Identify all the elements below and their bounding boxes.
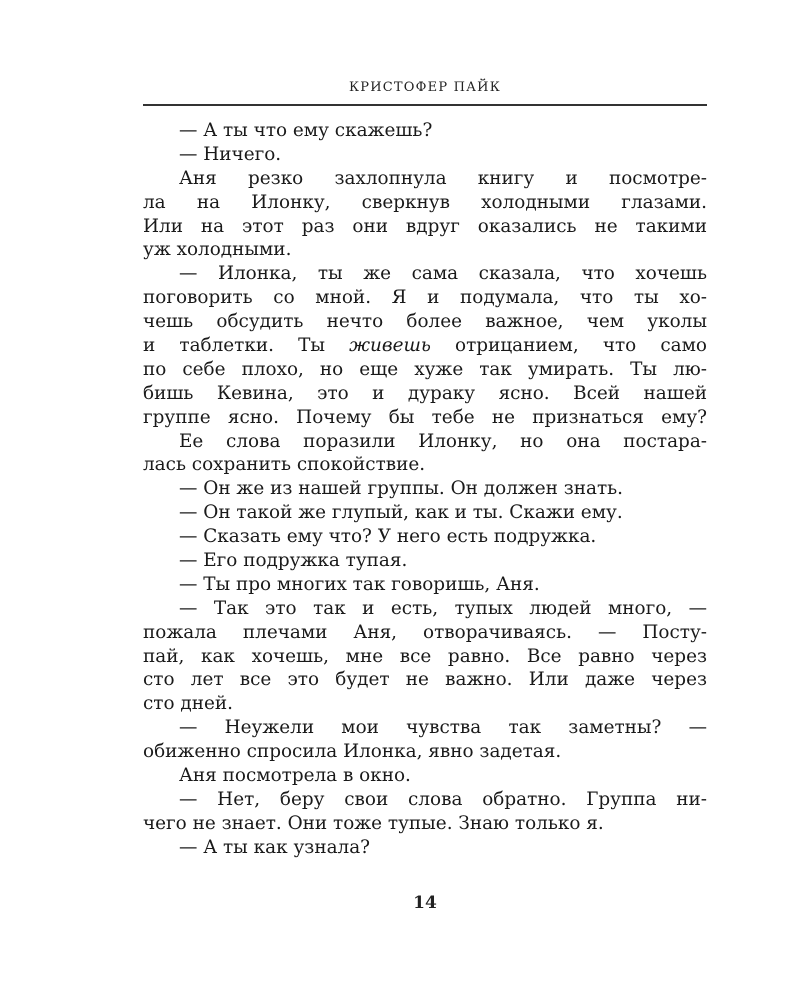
text-line: — Неужели мои чувства так заметны? — <box>179 717 707 739</box>
text-line: — Он же из нашей группы. Он должен знать. <box>179 478 624 500</box>
text-line: — Ничего. <box>179 143 282 165</box>
text-line: пожала плечами Аня, отворачиваясь. — Посту- <box>143 621 707 643</box>
text-line: сто лет все это будет не важно. Или даже через <box>143 669 707 691</box>
text-line: Аня резко захлопнула книгу и посмотре- <box>179 167 707 189</box>
text-line: Или на этот раз они вдруг оказались не такими <box>143 215 707 237</box>
text-line: — А ты как узнала? <box>179 836 371 858</box>
text-line: чешь обсудить нечто более важное, чем уколы <box>143 311 707 333</box>
text-line: — Так это так и есть, тупых людей много, — <box>179 597 707 619</box>
text-line: обиженно спросила Илонка, явно задетая. <box>143 741 562 763</box>
text-line: Ее слова поразили Илонку, но она постара- <box>179 430 707 452</box>
italic-word: живешь <box>349 335 431 357</box>
text-segment: отрицанием, что само <box>430 335 708 357</box>
text-line: Аня посмотрела в окно. <box>179 765 411 787</box>
body-text <box>143 119 707 860</box>
running-head-title: КРИСТОФЕР ПАЙК <box>349 80 501 95</box>
text-line: уж холодными. <box>143 239 292 261</box>
text-line: лась сохранить спокойствие. <box>143 454 426 476</box>
text-line: — Сказать ему что? У него есть подружка. <box>179 526 597 548</box>
text-line: — Он такой же глупый, как и ты. Скажи ему. <box>179 502 623 524</box>
text-segment: и таблетки. Ты <box>143 335 350 357</box>
text-line-with-italic <box>143 334 707 358</box>
text-line: по себе плохо, но еще хуже так умирать. Ты лю- <box>143 358 707 380</box>
text-line: бишь Кевина, это и дураку ясно. Всей нашей <box>143 382 707 404</box>
text-line: чего не знает. Они тоже тупые. Знаю только я. <box>143 812 604 834</box>
text-line: сто дней. <box>143 693 233 715</box>
text-line: — А ты что ему скажешь? <box>179 120 433 141</box>
text-line: — Его подружка тупая. <box>179 550 408 572</box>
text-line: — Ты про многих так говоришь, Аня. <box>179 573 540 595</box>
text-line: ла на Илонку, сверкнув холодными глазами. <box>143 191 707 213</box>
text-line: — Илонка, ты же сама сказала, что хочешь <box>179 263 707 285</box>
text-line: поговорить со мной. Я и подумала, что ты хо- <box>143 287 707 309</box>
text-line: группе ясно. Почему бы тебе не признаться ему? <box>143 406 707 428</box>
header-rule <box>143 104 707 106</box>
page-number: 14 <box>413 893 437 913</box>
text-line: пай, как хочешь, мне все равно. Все равно через <box>143 645 707 667</box>
text-line: — Нет, беру свои слова обратно. Группа ни- <box>179 788 707 810</box>
